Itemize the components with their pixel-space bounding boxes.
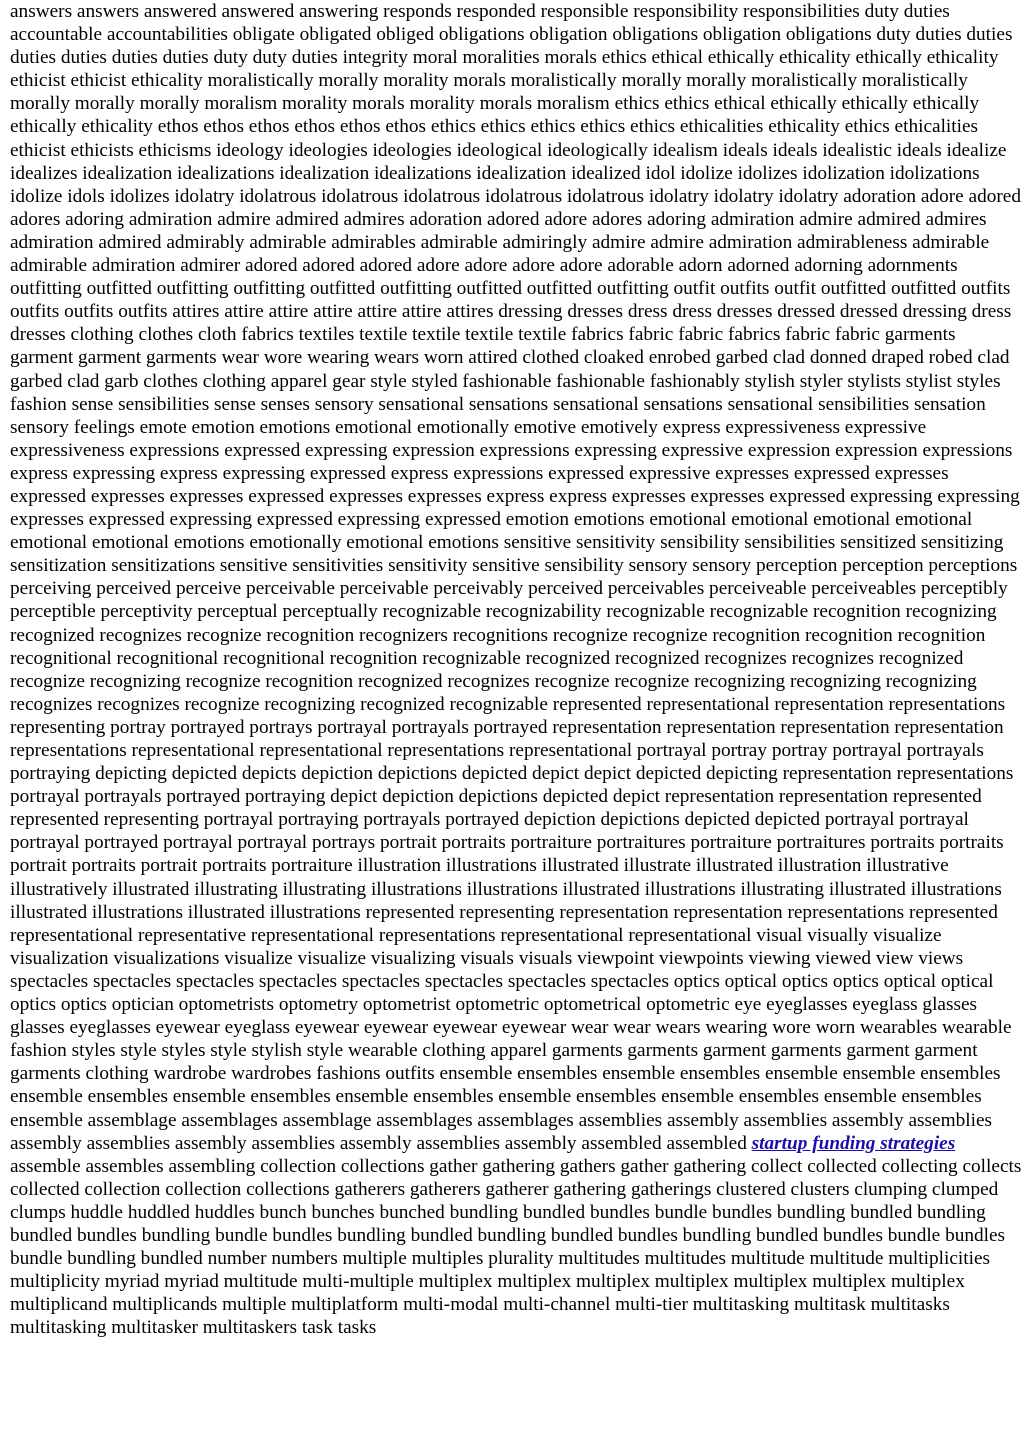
startup-funding-strategies-link[interactable]: startup funding strategies — [751, 1132, 956, 1154]
body-text-before-link: answers answers answered answered answering responds responded responsible responsibility responsibilities duty duties accountable accountabilities obligate obligated obliged obligations obligation obligations obligation obligations duty duties duties duties duties duties duties duty duty duties integrity moral moralities morals ethics ethical ethically ethicality ethically ethicality ethicist ethicist ethicality moralistically morally morality morals moralistically morally morally moralistically moralistically morally morally morally moralism morality morals morality morals moralism ethics ethics ethical ethically ethically ethically ethically ethicality ethos ethos ethos ethos ethos ethos ethics ethics ethics ethics ethics ethicalities ethicality ethics ethicalities ethicist ethicists ethicisms ideology ideologies ideologies ideological ideologically idealism ideals ideals idealistic ideals idealize idealizes idealization idealizations idealization idealizations idealization idealized idol idolize idolizes idolization idolizations idolize idols idolizes idolatry idolatrous idolatrous idolatrous idolatrous idolatrous idolatry idolatry idolatry adoration adore adored adores adoring admiration admire admired admires adoration adored adore adores adoring admiration admire admired admires admiration admired admirably admirable admirables admirable admiringly admire admire admiration admirableness admirable admirable admiration admirer adored adored adored adore adore adore adore adorable adorn adorned adorning adornments outfitting outfitted outfitting outfitting outfitted outfitting outfitted outfitted outfitting outfit outfits outfit outfitted outfitted outfits outfits outfits outfits attires attire attire attire attire attire attires dressing dresses dress dress dresses dressed dressed dressing dress dresses clothing clothes cloth fabrics textiles textile textile textile textile fabrics fabric fabric fabrics fabric fabric garments garment garment garments wear wore wearing wears worn attired clothed cloaked enrobed garbed clad donned draped robed clad garbed clad garb clothes clothing apparel gear style styled fashionable fashionable fashionably stylish styler stylists stylist styles fashion sense sensibilities sense senses sensory sensational sensations sensational sensations sensational sensibilities sensation sensory feelings emote emotion emotions emotional emotionally emotive emotively express expressiveness expressive expressiveness expressions expressed expressing expression expressions expressing expressive expression expression expressions express expressing express expressing expressed express expressions expressed expressive expresses expressed expresses expressed expresses expresses expressed expresses expresses express express expresses expresses expressed expressing expressing expresses expressed expressing expressed expressing expressed emotion emotions emotional emotional emotional emotional emotional emotional emotions emotionally emotional emotions sensitive sensitivity sensibility sensibilities sensitized sensitizing sensitization sensitizations sensitive sensitivities sensitivity sensitive sensibility sensory sensory perception perception perceptions perceiving perceived perceive perceivable perceivable perceivably perceived perceivables perceiveable perceiveables perceptibly perceptible perceptivity perceptual perceptually recognizable recognizability recognizable recognizable recognition recognizing recognized recognizes recognize recognition recognizers recognitions recognize recognize recognition recognition recognition recognitional recognitional recognitional recognition recognizable recognized recognized recognizes recognizes recognized recognize recognizing recognize recognition recognized recognizes recognize recognize recognizing recognizing recognizing recognizes recognizes recognize recognizing recognized recognizable represented representational representation representations representing portray portrayed portrays portrayal portrayals portrayed representation representation representation representation representations representational representational representations representational portrayal portray portray portrayal portrayals portraying depicting depicted depicts depiction depictions depicted depict depict depicted depicting representation representations portrayal portrayals portrayed portraying depict depiction depictions depicted depict representation representation represented represented representing portrayal portraying portrayals portrayed depiction depictions depicted depicted portrayal portrayal portrayal portrayed portrayal portrayal portrays portrait portraits portraiture portraitures portraiture portraitures portraits portraits portrait portraits portrait portraits portraiture illustration illustrations illustrated illustrate illustrated illustration illustrative illustratively illustrated illustrating illustrating illustrations illustrations illustrated illustrations illustrating illustrated illustrations illustrated illustrations illustrated illustrations represented representing representation representation representations represented representational representative representational representations representational representational visual visually visualize visualization visualizations visualize visualize visualizing visuals visuals viewpoint viewpoints viewing viewed view views spectacles spectacles spectacles spectacles spectacles spectacles spectacles spectacles optics optical optics optics optical optical optics optics optician optometrists optometry optometrist optometric optometrical optometric eye eyeglasses eyeglass glasses glasses eyeglasses eyewear eyeglass eyewear eyewear eyewear eyewear wear wear wears wearing wore worn wearables wearable fashion styles style styles style stylish style wearable clothing apparel garments garments garment garments garment garment garments clothing wardrobe wardrobes fashions outfits ensemble ensembles ensemble ensembles ensemble ensemble ensembles ensemble ensembles ensemble ensembles ensemble ensembles ensemble ensembles ensemble ensembles ensemble ensembles ensemble assemblage assemblages assemblage assemblages assemblages assemblies assembly assemblies assembly assemblies assembly assemblies assembly assemblies assembly assemblies assembly assembled assembled — [10, 1, 1021, 1154]
body-text — [10, 0, 1022, 1339]
body-text-after-link: assemble assembles assembling collection collections gather gathering gathers gather gathering collect collected collecting collects collected collection collection collections gatherers gatherers gatherer gathering gatherings clustered clusters clumping clumped clumps huddle huddled huddles bunch bunches bunched bundling bundled bundles bundle bundles bundling bundled bundling bundled bundles bundling bundle bundles bundling bundled bundling bundled bundles bundling bundled bundles bundle bundles bundle bundling bundled number numbers multiple multiples plurality multitudes multitudes multitude multitude multiplicities multiplicity myriad myriad multitude multi-multiple multiplex multiplex multiplex multiplex multiplex multiplex multiplex multiplicand multiplicands multiple multiplatform multi-modal multi-channel multi-tier multitasking multitask multitasks multitasking multitasker multitaskers task tasks — [10, 1155, 1022, 1339]
